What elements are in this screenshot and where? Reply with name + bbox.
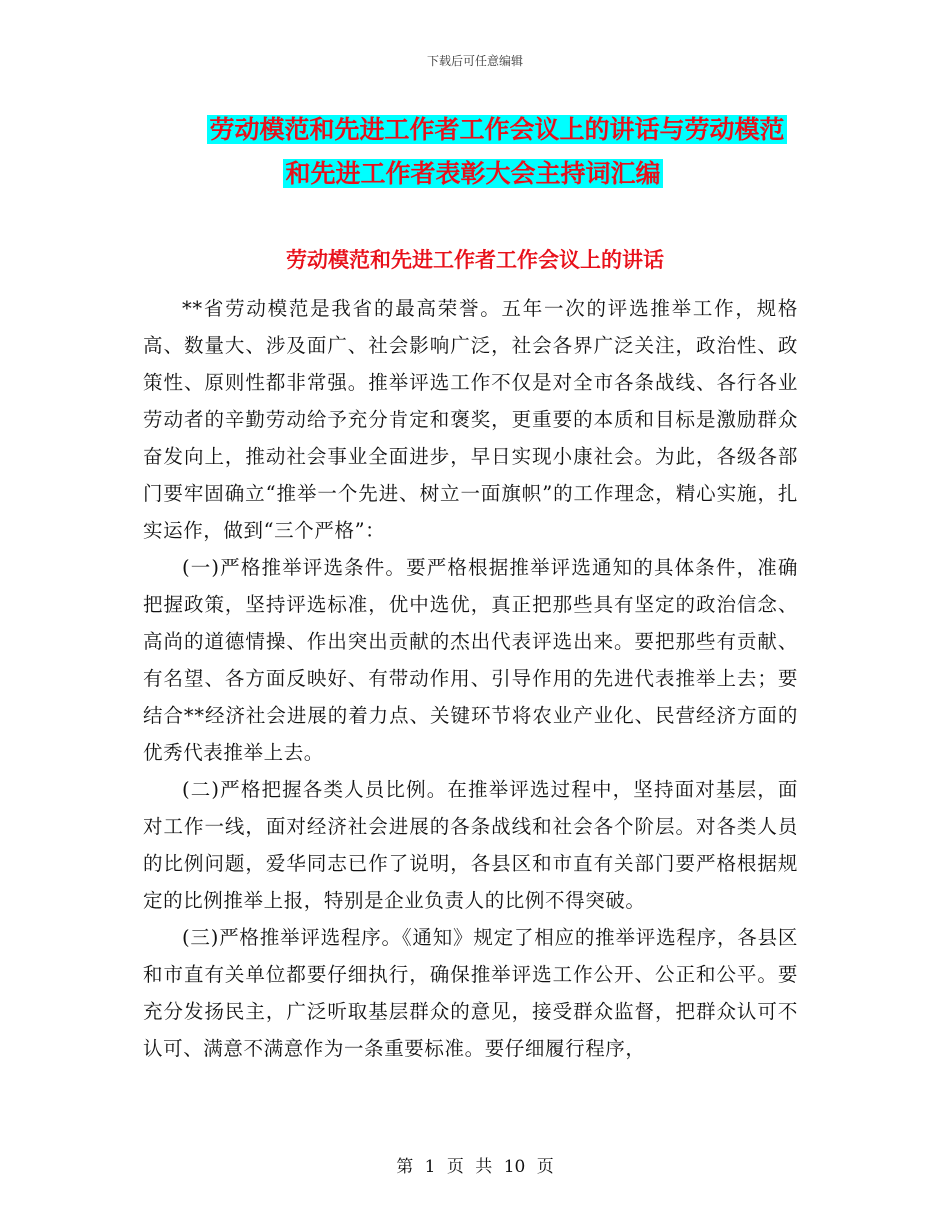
paragraph: (二)严格把握各类人员比例。在推举评选过程中，坚持面对基层，面对工作一线，面对经济社会进展的各条战线和社会各个阶层。对各类人员的比例问题，爱华同志已作了说明，各县区和市直有关部门要严格根据规定的比例推举上报，特别是企业负责人的比例不得突破。 [143,778,798,912]
document-body [143,290,798,1067]
section-title: 劳动模范和先进工作者工作会议上的讲话 [286,248,664,272]
title-line-1: 劳动模范和先进工作者工作会议上的讲话与劳动模范 [209,115,785,144]
page-footer: 第 1 页 共 10 页 [396,1157,554,1177]
document-title [0,108,950,196]
paragraph: (三)严格推举评选程序。《通知》规定了相应的推举评选程序，各县区和市直有关单位都要仔细执行，确保推举评选工作公开、公正和公平。要充分发扬民主，广泛听取基层群众的意见，接受群众监督，把群众认可不认可、满意不满意作为一条重要标准。要仔细履行程序， [143,926,798,1060]
paragraph: **省劳动模范是我省的最高荣誉。五年一次的评选推举工作，规格高、数量大、涉及面广、社会影响广泛，社会各界广泛关注，政治性、政策性、原则性都非常强。推举评选工作不仅是对全市各条战线、各行各业劳动者的辛勤劳动给予充分肯定和褒奖，更重要的本质和目标是激励群众奋发向上，推动社会事业全面进步，早日实现小康社会。为此，各级各部门要牢固确立“推举一个先进、树立一面旗帜”的工作理念，精心实施，扎实运作，做到“三个严格”： [143,297,798,542]
title-line-2: 和先进工作者表彰大会主持词汇编 [285,159,661,188]
header-note: 下载后可任意编辑 [426,54,523,68]
paragraph: (一)严格推举评选条件。要严格根据推举评选通知的具体条件，准确把握政策，坚持评选标准，优中选优，真正把那些具有坚定的政治信念、高尚的道德情操、作出突出贡献的杰出代表评选出来。要把那些有贡献、有名望、各方面反映好、有带动作用、引导作用的先进代表推举上去；要结合**经济社会进展的着力点、关键环节将农业产业化、民营经济方面的优秀代表推举上去。 [143,556,798,764]
